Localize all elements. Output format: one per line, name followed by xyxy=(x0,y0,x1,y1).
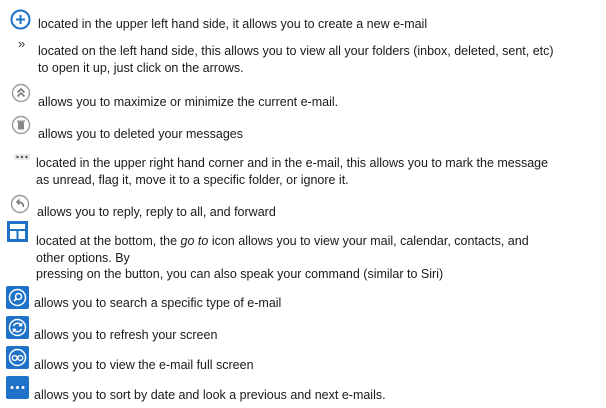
reply-circle-icon xyxy=(10,194,30,214)
more-dots-icon xyxy=(14,154,30,160)
item-text: allows you to reply, reply to all, and forward xyxy=(37,205,276,219)
item-text: other options. By xyxy=(36,251,130,265)
item-text: allows you to deleted your messages xyxy=(38,127,243,141)
item-text: located on the left hand side, this allows you to view all your folders (inbox, deleted, sent, etc) xyxy=(38,44,554,58)
item-text: allows you to search a specific type of e-mail xyxy=(34,296,282,310)
item-text: pressing on the button, you can also speak your command (similar to Siri) xyxy=(36,267,444,281)
item-text: to open it up, just click on the arrows. xyxy=(38,61,244,75)
item-text: as unread, flag it, move it to a specific folder, or ignore it. xyxy=(36,173,349,187)
go-to-grid-icon xyxy=(7,221,28,242)
full-screen-glasses-icon xyxy=(6,346,29,369)
item-text: located in the upper right hand corner and in the e-mail, this allows you to mark the message xyxy=(36,156,549,170)
item-text: allows you to view the e-mail full screen xyxy=(34,358,254,372)
double-chevron-right-icon: » xyxy=(18,36,26,51)
go-to-emphasis: go to xyxy=(180,234,209,248)
plus-circle-icon xyxy=(10,9,31,30)
search-icon xyxy=(6,286,29,309)
item-text: allows you to maximize or minimize the current e-mail. xyxy=(38,95,339,109)
sort-dots-icon xyxy=(6,376,29,399)
double-chevron-up-circle-icon xyxy=(11,83,31,103)
item-text: located in the upper left hand side, it allows you to create a new e-mail xyxy=(38,17,428,31)
item-text: allows you to sort by date and look a previous and next e-mails. xyxy=(34,388,386,402)
trash-circle-icon xyxy=(11,115,31,135)
item-text: located at the bottom, the go to icon allows you to view your mail, calendar, contacts, and xyxy=(36,234,529,248)
refresh-icon xyxy=(6,316,29,339)
item-text: allows you to refresh your screen xyxy=(34,328,218,342)
